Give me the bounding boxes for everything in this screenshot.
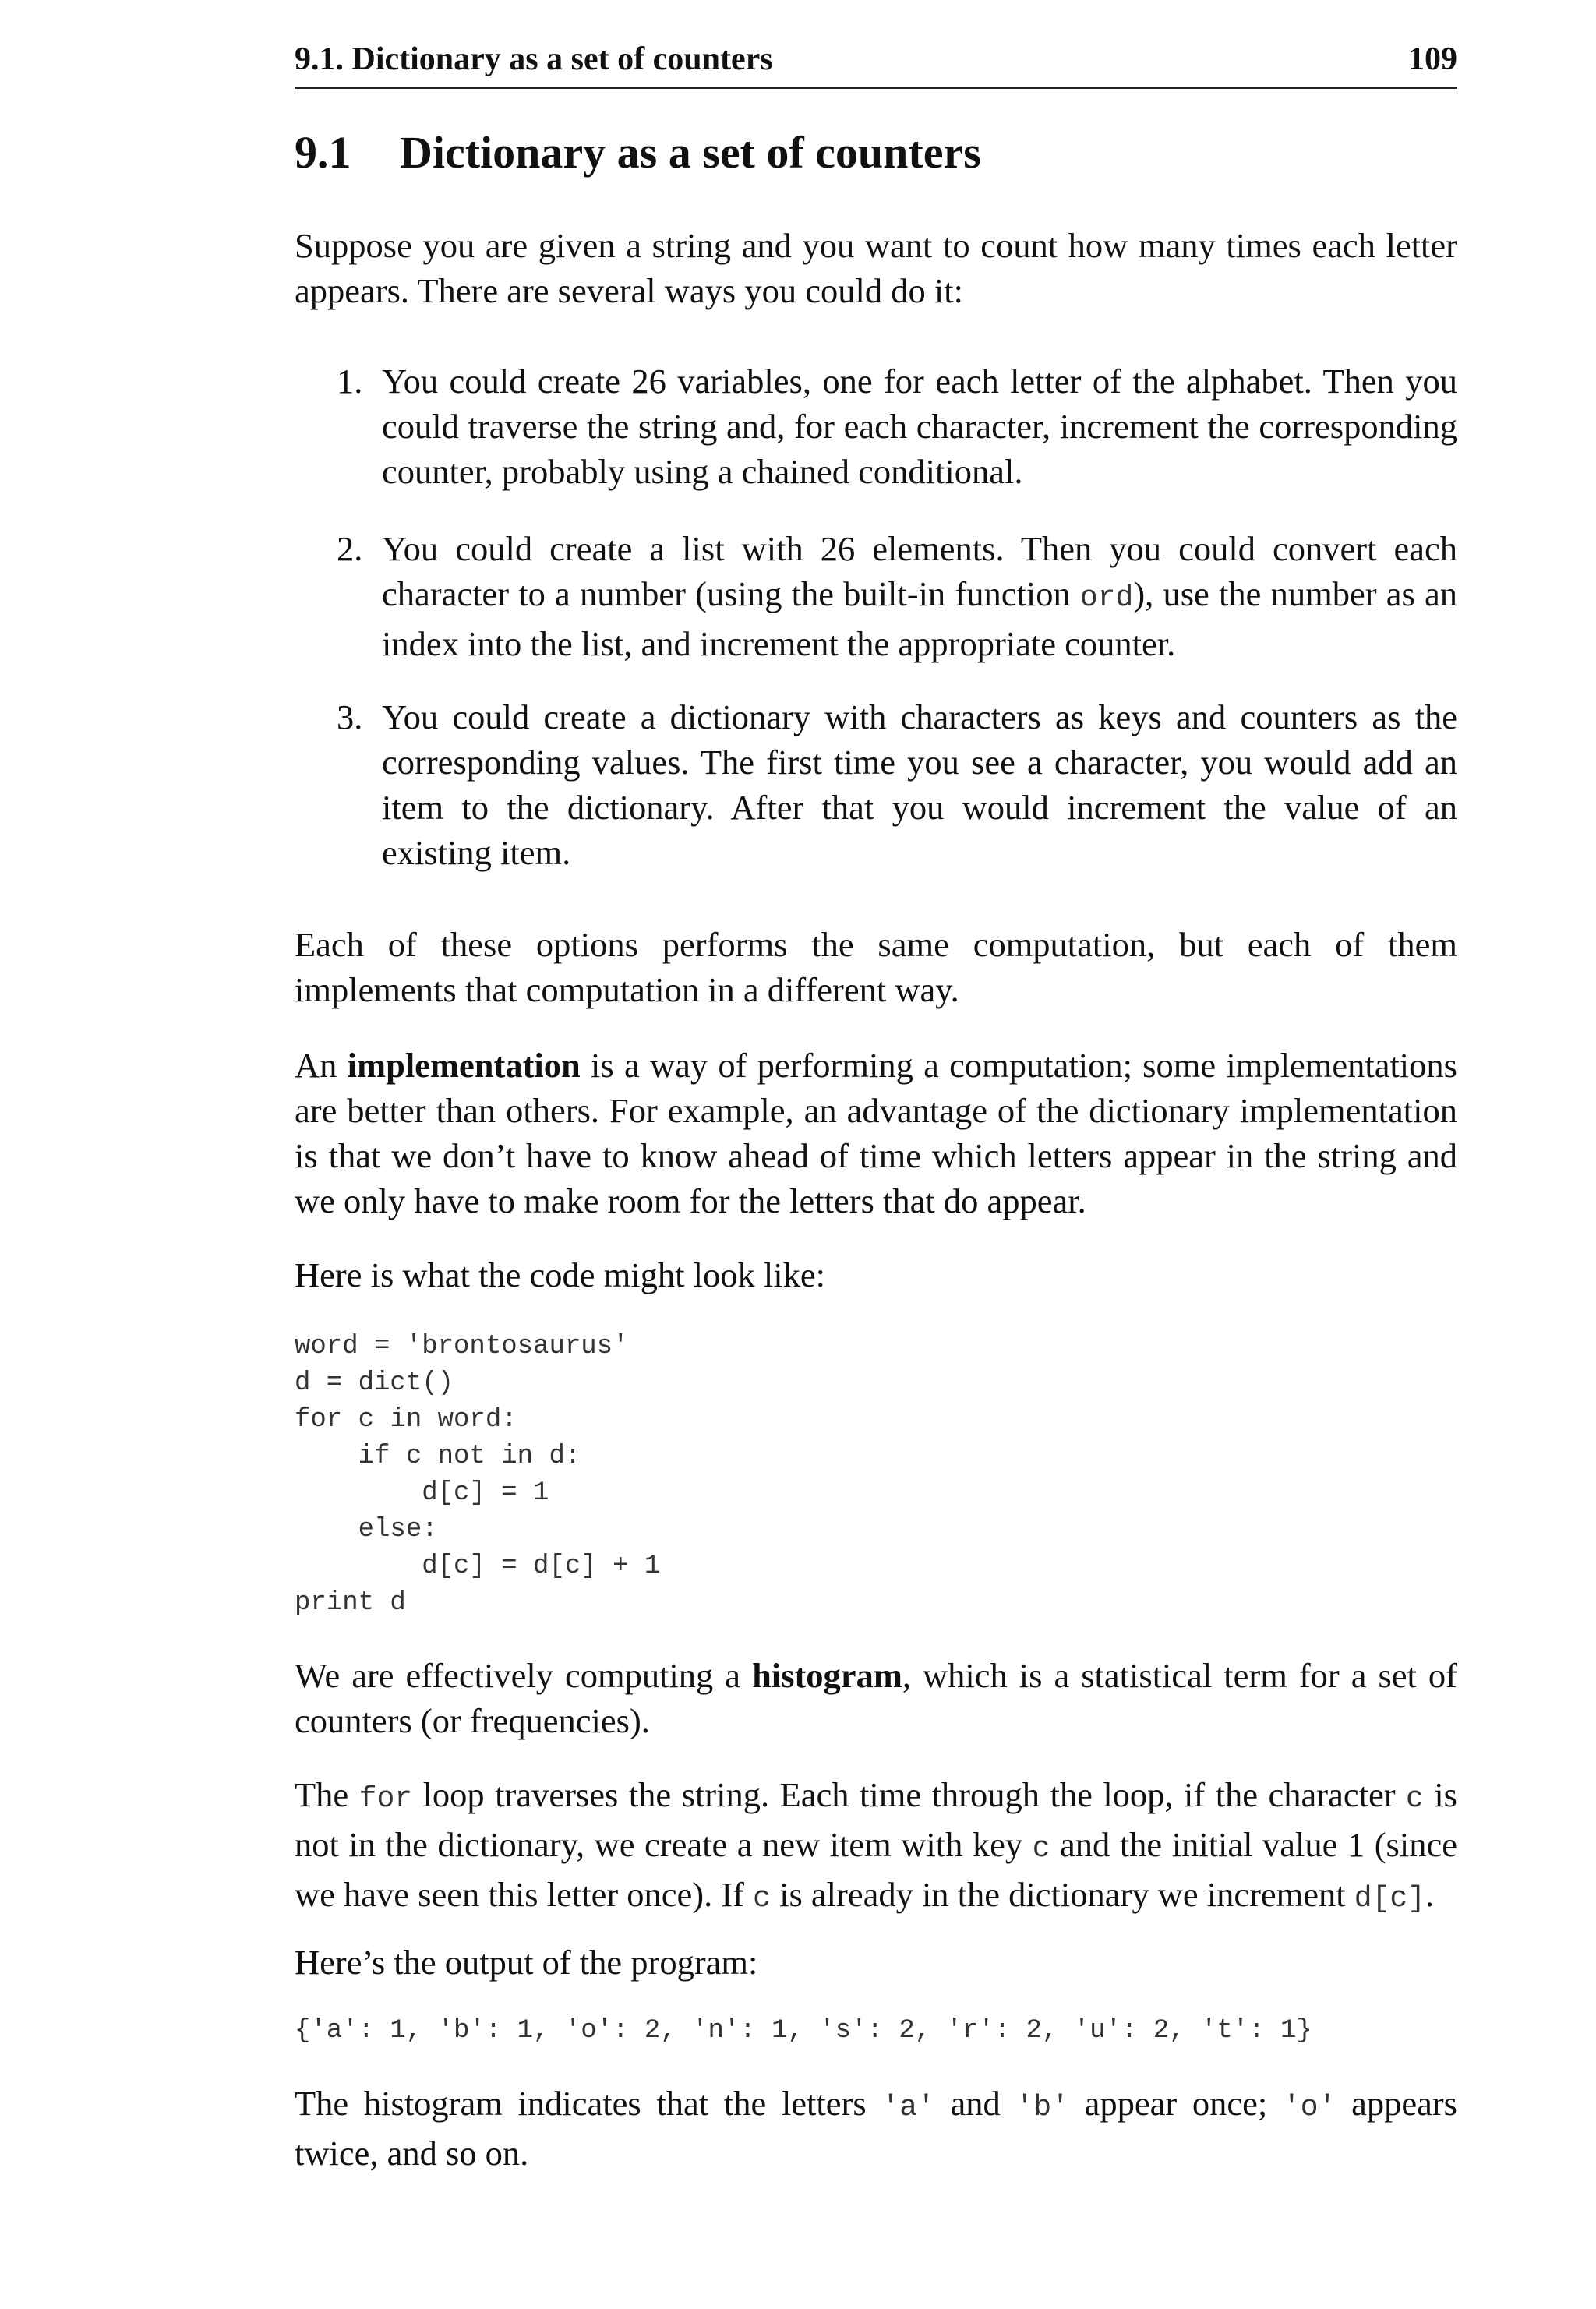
loop-paragraph [295,1772,1457,1922]
running-header-section: 9.1. Dictionary as a set of counters [295,41,773,77]
list-marker: 1. [337,362,363,401]
paragraph-text: , which is a statistical term for a set of counters (or frequencies). [295,1656,1457,1740]
section-title: Dictionary as a set of counters [400,127,981,178]
paragraph-text: is not in the dictionary, we create a new item with key [295,1775,1458,1864]
paragraph-text: is a way of performing a computation; some implementations are better than others. For example, an advantage of the dictionary implementation is that we don’t have to know ahead of time which letters appear in the string and we only have to make room for the letters that do appear. [295,1046,1457,1220]
paragraph-text: and [934,2084,1016,2123]
inline-code: 'o' [1282,2091,1336,2124]
running-header [295,41,1457,89]
paragraph-text: The [295,1775,359,1814]
list-item [337,358,1457,494]
paragraph-text: appear once; [1068,2084,1283,2123]
list-item-text: You could create 26 variables, one for each letter of the alphabet. Then you could traverse the string and, for each character, increment the corresponding counter, probably using a chained conditional. [382,362,1457,491]
inline-code: c [1032,1832,1050,1866]
section-heading [295,126,981,178]
options-paragraph: Each of these options performs the same computation, but each of them implements that computation in a different way. [295,925,1457,1009]
paragraph-text: We are effectively computing a [295,1656,753,1695]
list-item-text: You could create a dictionary with characters as keys and counters as the corresponding values. The first time you see a character, you would add an item to the dictionary. After that you would increment the value of an existing item. [382,697,1457,872]
implementation-paragraph [295,1043,1457,1223]
list-item [337,694,1457,875]
code-intro-paragraph: Here is what the code might look like: [295,1255,825,1294]
paragraph-text: and the initial value 1 (since we have seen this letter once). If [295,1825,1457,1914]
inline-code: c [1406,1782,1424,1816]
inline-code: ord [1079,581,1134,615]
output-intro-paragraph: Here’s the output of the program: [295,1943,758,1982]
histogram-paragraph [295,1653,1457,1743]
inline-code: for [358,1782,413,1816]
term-histogram: histogram [752,1656,902,1695]
output-listing: {'a': 1, 'b': 1, 'o': 2, 'n': 1, 's': 2, 'r': 2, 'u': 2, 't': 1} [295,2016,1312,2046]
paragraph-text: loop traverses the string. Each time through the loop, if the character [412,1775,1407,1814]
inline-code: 'b' [1015,2091,1069,2124]
paragraph-text: The histogram indicates that the letters [295,2084,882,2123]
list-item-text: ), use the number as an index into the list, and increment the appropriate counter. [382,574,1457,663]
inline-code: 'a' [881,2091,935,2124]
term-implementation: implementation [347,1046,581,1085]
list-marker: 3. [337,697,363,736]
intro-paragraph: Suppose you are given a string and you want to count how many times each letter appears. There are several ways you could do it: [295,226,1457,310]
code-listing: word = 'brontosaurus' d = dict() for c in word: if c not in d: d[c] = 1 else: d[c] = d[c] + 1 print d [295,1332,661,1618]
inline-code: d[c] [1354,1882,1425,1915]
page-number: 109 [1408,41,1457,77]
paragraph-text: appears twice, and so on. [295,2084,1457,2173]
section-number: 9.1 [295,127,351,178]
paragraph-text: . [1425,1875,1435,1914]
list-item-text: You could create a list with 26 elements. Then you could convert each character to a number (using the built-in function [382,529,1457,613]
list-marker: 2. [337,529,363,568]
paragraph-text: An [295,1046,348,1085]
list-item [337,526,1457,666]
paragraph-text: is already in the dictionary we increment [770,1875,1354,1914]
inline-code: c [753,1882,771,1915]
final-paragraph [295,2081,1457,2176]
